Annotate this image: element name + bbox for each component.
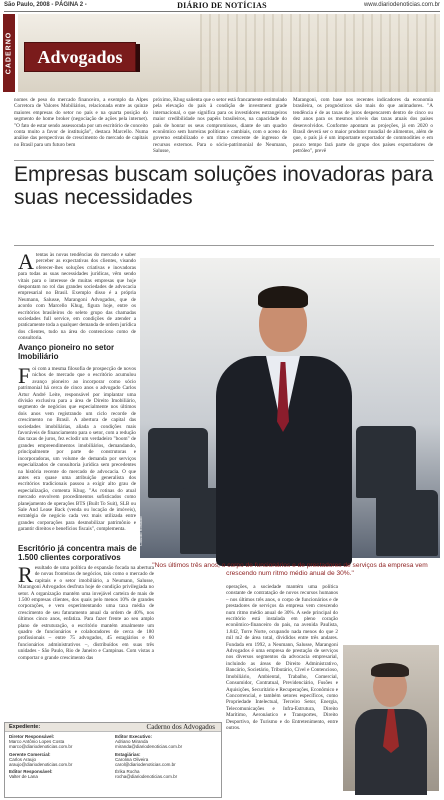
top-column-2: próximo, Khug salienta que o setor está francamente estimulado pela elevação do país à condição de investment grade internacional, o que significa para os investidores estrangeiros maior credibilidade nos papéis brasileiros, na capacidade do país de honrar os seus compromissos, diante de um quadro econômico sem barreiras políticas e cambiais, com o aceno do governo estabilizado e um ritmo crescente de ingresso de recursos externos. Para o sócio-patrimonial de Neumann, Salusse, — [153, 97, 287, 155]
chair-right-front — [376, 490, 438, 556]
divider-headline-top — [14, 160, 434, 161]
main-photo — [140, 258, 440, 558]
section-title: Advogados — [37, 47, 123, 67]
expediente-email: rocha@diariodenoticias.com.br — [115, 774, 178, 780]
article-lead — [18, 249, 136, 342]
newspaper-brand: DIÁRIO DE NOTÍCIAS — [177, 1, 267, 10]
expediente-role: Editor Executivo: — [115, 734, 153, 739]
expediente-role: Estagiárias: — [115, 751, 141, 757]
article-body-2-left — [18, 562, 154, 720]
expediente-label: Expediente: — [9, 724, 41, 730]
expediente-entry — [9, 752, 113, 768]
expediente-role: Gerente Comercial: — [9, 751, 51, 757]
expediente-person: Carlos Araujo — [9, 756, 37, 762]
expediente-right-column — [115, 734, 219, 782]
body2-drop-cap: R — [18, 562, 33, 587]
chair-right — [356, 426, 416, 498]
newspaper-site: www.diariodenoticias.com.br — [363, 2, 440, 8]
article-body-2-right: operações, a sociedade mantém uma política constante de contratação de novos recursos humanos – nos últimos três anos, o corpo de funcionários e de prestadores de serviços da empresa vem crescendo num ritmo médio anual de 30%. A sede principal do escritório está instalada em pleno coração econômico-financeiro do país, na avenida Paulista, 1.842, Torre Norte, ocupando nada menos do que 2 mil m2 de área total, divididos entre três andares. Fundada em 1992, a Neumann, Salusse, Marangoni Advogados é uma empresa de prestação de serviços nos diversos segmentos da advocacia empresarial, incluindo as áreas de Direito Administrativo, Bancário, Societário, Tributário, Cível e Contencioso, Imobiliário, Ambiental, Trabalho, Comercial, Consumidor, Contratual, Previdenciário, Fusões e Aquisições, Securitário e Recuperações, Econômico e Concorrencial, e também setores específicos, como Propriedade Intelectual, Terceiro Setor, Energia, Telecomunicações e Infra-Estrutura, Direito Marítimo, Aeronáutico e Transportes, Direito Desportivo, de Turismo e do Entretenimento, entre outros. — [226, 584, 338, 731]
expediente-entry — [9, 769, 113, 779]
section-title-box — [24, 42, 136, 72]
body1-text: oi com a mesma filosofia de prospecção de novos nichos de mercado que o escritório acumulou avanço pioneiro ao incorporar como sócio patrimonial há cerca de cinco anos o advogado Carlos Artur André Leite, responsável por implantar uma divisão exclusiva para a área de Direito Imobiliário, segmento de negócios que especialmente nos últimos dois anos vem registrando um ciclo recorde de crescimento no Brasil. A abertura de capital das sociedades imobiliárias, aliada a condições mais favoráveis de financiamento para o setor, com a redução das taxas de juros, fez eclodir um verdadeiro "boom" de grandes empreendimentos imobiliários, demandando, principalmente por parte de construtoras e incorporadoras, um volume de demanda por serviços especializados de consultoria jurídica sem precedentes na história recente do mercado de advocacia. O que antes era quase uma atribuição generalista dos escritórios tradicionais passou a exigir alto grau de especialização, comenta Khug. "As rotinas do atual mercado envolvem procedimentos sofisticados como planejamento de operações BTS (Built To Suit), SLB ou Sale And Lease Back (venda ou locação de imóveis), estratégia de negócio cada vez mais utilizada entre grandes corporações para desmobilizar patrimônio e garantir direitos e benefícios fiscais", complementa. — [18, 366, 136, 533]
secondary-photo — [343, 645, 439, 791]
expediente-entry — [9, 734, 113, 750]
expediente-person: Marco Antônio Lopes Costa — [9, 739, 65, 745]
article-body-1 — [18, 363, 136, 533]
page-date: São Paulo, 2008 - PÁGINA 2 - — [4, 2, 87, 8]
expediente-person: Adriano Miranda — [115, 739, 149, 745]
expediente-box — [4, 722, 222, 798]
person-hair — [258, 286, 308, 308]
expediente-left-column — [9, 734, 113, 782]
top-column-3: Marangoni, com base nos recentes indicadores da economia brasileira, os prognósticos são mais do que animadores. "A tendência é de as taxas de juros despencarem dentro de cinco ou dez anos para os mesmos níveis das taxas atuais dos países desenvolvidos. Conforme apontam as projeções, já em 2020 o Brasil deverá ser o maior produtor mundial de alimentos, além de que, o país já é um importante exportador de commodities e em pouco tempo fará parte do grupo dos países exportadores de petróleo", prevê — [293, 97, 433, 155]
expediente-entry — [115, 752, 219, 768]
expediente-entry — [115, 734, 219, 750]
expediente-role: Diretor Responsável: — [9, 734, 55, 739]
section-tab-label: CADERNO — [5, 31, 13, 75]
top-rule — [4, 11, 440, 12]
expediente-role: Editor Responsável: — [9, 769, 53, 775]
secondary-person-hair — [371, 663, 409, 677]
expediente-email: miranda@diariodenoticias.com.br — [115, 744, 183, 750]
subhead-clientes: Escritório já concentra mais de 1.500 clientes corporativos — [18, 544, 137, 562]
expediente-person: Érika Rocha — [115, 769, 140, 775]
expediente-header — [5, 723, 221, 732]
section-banner — [18, 14, 440, 92]
expediente-person: Carolina Oliveira — [115, 756, 149, 762]
expediente-title: Caderno dos Advogados — [146, 723, 215, 731]
lead-text: tentas às novas tendências do mercado e saber perceber as expectativas dos clientes, visando oferecer-lhes soluções criativas e inovadoras para todas as suas necessidades jurídicas, vêm sendo vitais para o interesse de muitas empresas que hoje despontam no rol das grandes sociedades de advocacia empresarial no Brasil. Exemplo disso é a própria Neumann, Salusse, Marangoni Advogados, que de acordo com Marcello Khug, figura hoje, entre os escritórios brasileiros do seleto grupo das chamadas sociedades full service, em condições de atender a praticamente toda a qualquer demanda de ordem jurídica dos clientes, tudo na área do contencioso como de consultoria. — [18, 252, 136, 342]
banner-shadow — [136, 44, 140, 72]
expediente-email: marco@diariodenoticias.com.br — [9, 744, 73, 750]
expediente-entry — [115, 769, 219, 779]
article-headline: Empresas buscam soluções inovadoras para suas necessidades — [14, 163, 434, 209]
photo-credit: Claudio Ronaldo — [138, 516, 143, 546]
body1-drop-cap: F — [18, 363, 31, 388]
lead-drop-cap: A — [18, 249, 34, 274]
section-tab — [3, 14, 15, 92]
top-column-1: nomes de peso do mercado financeiro, a exemplo da Alpes Corretora de Valores Mobiliários, relacionada entre as quinze maiores empresas do setor no país e na quarta posição do segmento de home broker (negociação de ações pela internet). "O fato de estar sendo assessorada por um escritório de conceito conta muito a favor de instituição", destaca Marcello. Numa análise das perspectivas de crescimento do mercado de capitais no Brasil para um futuro bem — [14, 97, 148, 148]
expediente-email: araujo@diariodenoticias.com.br — [9, 762, 73, 768]
subhead-imobiliario: Avanço pioneiro no setor Imobiliário — [18, 343, 115, 361]
divider-headline-bottom — [14, 245, 434, 246]
expediente-email: carol@diariodenoticias.com.br — [115, 762, 176, 768]
banner-chairs-background — [200, 14, 440, 92]
expediente-person: Valter de Lana — [9, 774, 38, 780]
pull-quote: "Nos últimos três anos, o corpo de funcionários e de prestadores de serviços da empresa vem crescendo num ritmo médio anual de 30%." — [152, 562, 428, 577]
body2-left-text: esultado de uma política de expansão focada na abertura de novas fronteiras de negócios, tais como o mercado de capitais e o setor imobiliário, a Neumann, Salusse, Marangoni Advogados desfruta hoje de condição privilegiada no setor. A organização mantém uma invejável carteira de mais de 1.500 empresas clientes, dos quais pelo menos 10% de grandes corporações, e vem experimentando uma taxa média de crescimento de seu faturamento anual da ordem de 40%, nos últimos cinco anos, enfatiza. Para fazer frente ao seu amplo plano de estruturação, o escritório mantém atualmente um quadro de funcionários e colaboradores de cerca de 180 profissionais – entre 75 advogados, 45 estagiários e 60 funcionários administrativos –, distribuídos em suas três unidades - São Paulo, Rio de Janeiro e Campinas. Com vistas a comportar o grande crescimento das — [18, 565, 154, 661]
